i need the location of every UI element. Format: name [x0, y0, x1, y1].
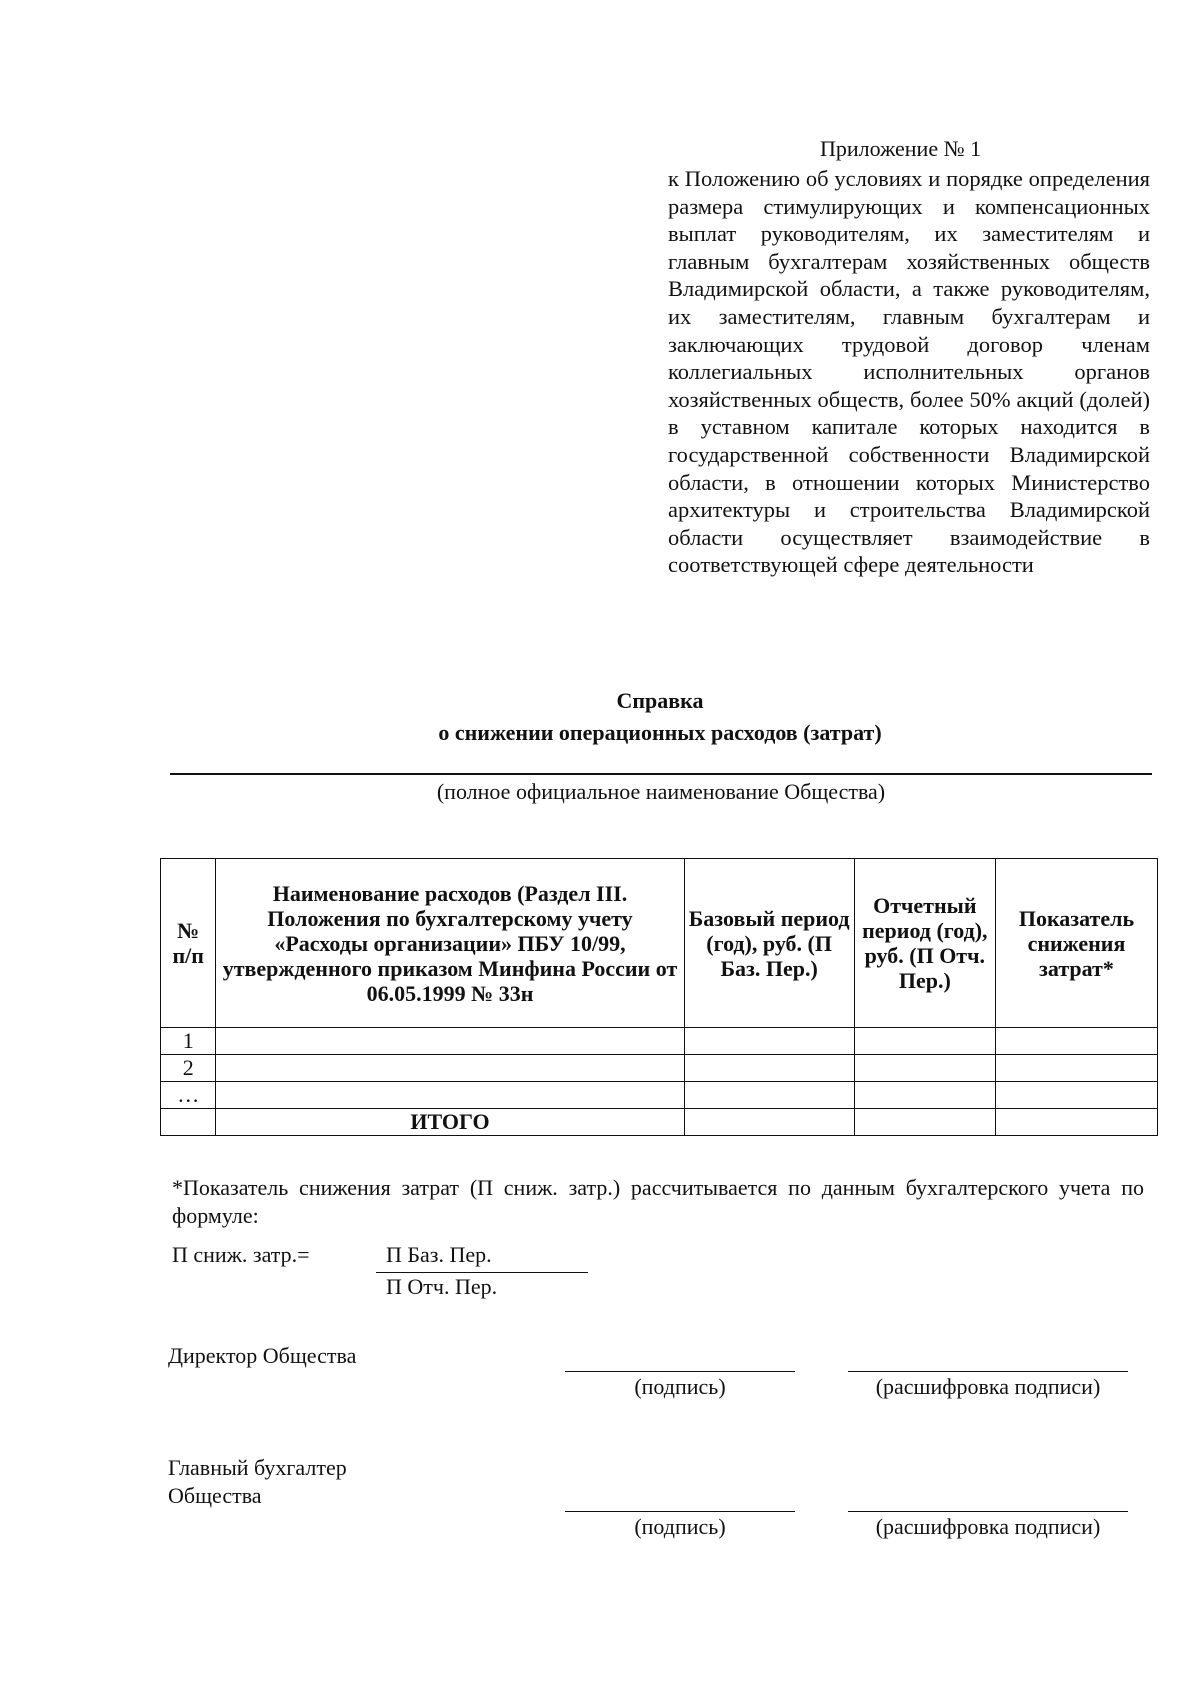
cell-expense-name	[216, 1055, 684, 1082]
formula-numerator: П Баз. Пер.	[386, 1242, 492, 1267]
header-reduction-indicator: Показатель снижения затрат*	[995, 859, 1157, 1028]
chief-accountant-role-label: Главный бухгалтер Общества	[168, 1455, 347, 1508]
formula-label: П сниж. затр.=	[172, 1242, 310, 1267]
cell-indicator	[995, 1055, 1157, 1082]
header-report-period: Отчетный период (год), руб. (П Отч. Пер.)	[854, 859, 995, 1028]
cell-report-value	[854, 1028, 995, 1055]
header-expense-name: Наименование расходов (Раздел III. Положения по бухгалтерскому учету «Расходы организации» ПБУ 10/99, утвержденного приказом Минфина России от 06.05.1999 № 33н	[216, 859, 684, 1028]
appendix-text: к Положению об условиях и порядке определения размера стимулирующих и компенсационных выплат руководителям, их заместителям и главным бухгалтерам хозяйственных обществ Владимирской области, а также руководителям, их заместителям, главным бухгалтерам и заключающих трудовой договор членам коллегиальных исполнительных органов хозяйственных обществ, более 50% акций (долей) в уставном капитале которых находится в государственной собственности Владимирской области, в отношении которых Министерство архитектуры и строительства Владимирской области осуществляет взаимодействие в соответствующей сфере деятельности	[668, 166, 1150, 578]
footnote-text: *Показатель снижения затрат (П сниж. затр.) рассчитывается по данным бухгалтерского учета по формуле:	[172, 1175, 1144, 1228]
document-subtitle: о снижении операционных расходов (затрат)	[438, 720, 882, 745]
table-row	[161, 1055, 1158, 1082]
chief-accountant-name-caption: (расшифровка подписи)	[875, 1514, 1101, 1539]
cell-base-total	[684, 1109, 854, 1136]
formula-denominator: П Отч. Пер.	[386, 1274, 498, 1299]
header-base-period: Базовый период (год), руб. (П Баз. Пер.)	[684, 859, 854, 1028]
total-label: ИТОГО	[216, 1109, 684, 1136]
cell-indicator	[995, 1082, 1157, 1109]
cell-number: …	[161, 1082, 216, 1109]
director-signature-caption: (подпись)	[634, 1374, 726, 1399]
appendix-title: Приложение № 1	[820, 136, 982, 161]
table-header-row	[161, 859, 1158, 1028]
director-role-label: Директор Общества	[168, 1343, 357, 1368]
cell-report-total	[854, 1109, 995, 1136]
table-row	[161, 1028, 1158, 1055]
cell-number: 1	[161, 1028, 216, 1055]
header-number: № п/п	[161, 859, 216, 1028]
director-name-caption: (расшифровка подписи)	[875, 1374, 1101, 1399]
table-row	[161, 1082, 1158, 1109]
cell-number	[161, 1109, 216, 1136]
chief-accountant-name-line	[848, 1511, 1128, 1512]
cell-report-value	[854, 1055, 995, 1082]
document-title: Справка	[616, 688, 704, 713]
organization-name-line	[170, 773, 1152, 775]
director-signature-line	[565, 1371, 795, 1372]
cell-base-value	[684, 1028, 854, 1055]
organization-name-caption: (полное официальное наименование Общества)	[436, 779, 886, 804]
cell-expense-name	[216, 1082, 684, 1109]
cell-expense-name	[216, 1028, 684, 1055]
cell-indicator	[995, 1028, 1157, 1055]
chief-accountant-signature-caption: (подпись)	[634, 1514, 726, 1539]
cell-indicator-total	[995, 1109, 1157, 1136]
cell-number: 2	[161, 1055, 216, 1082]
expenses-table	[160, 858, 1158, 1136]
cell-base-value	[684, 1082, 854, 1109]
cell-report-value	[854, 1082, 995, 1109]
chief-accountant-signature-line	[565, 1511, 795, 1512]
cell-base-value	[684, 1055, 854, 1082]
director-name-line	[848, 1371, 1128, 1372]
formula-fraction-bar	[376, 1272, 588, 1273]
table-total-row	[161, 1109, 1158, 1136]
